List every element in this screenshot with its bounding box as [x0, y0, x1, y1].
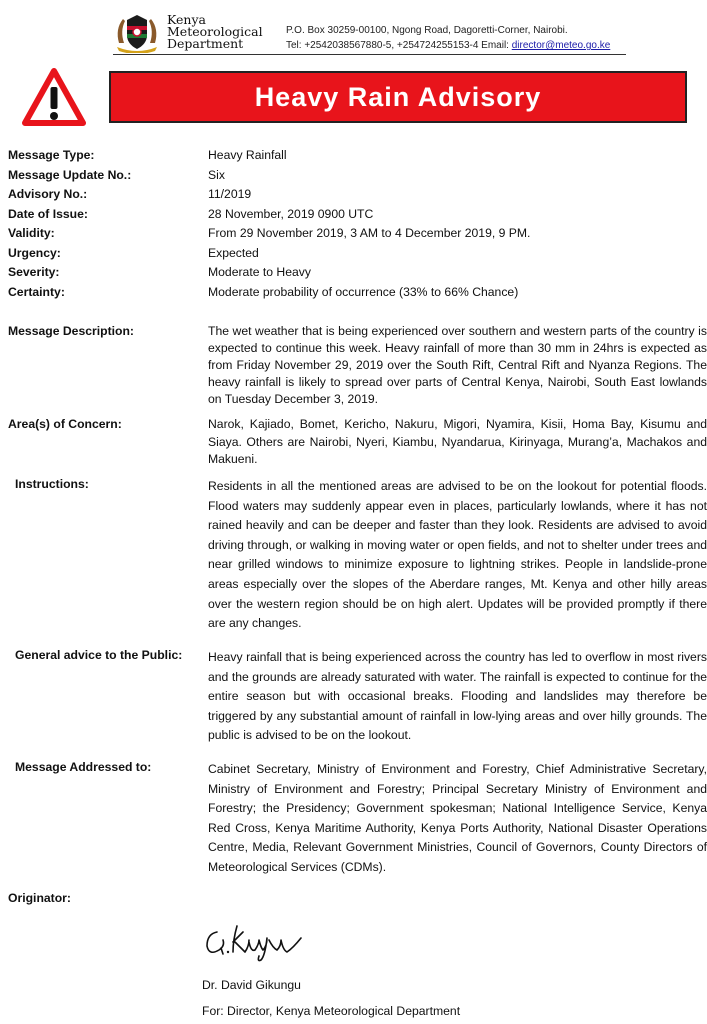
- field-value-date-of-issue: 28 November, 2019 0900 UTC: [208, 207, 374, 221]
- advisory-banner: Heavy Rain Advisory: [109, 71, 687, 123]
- field-value-message-type: Heavy Rainfall: [208, 148, 287, 162]
- section-text-addressed-to: Cabinet Secretary, Ministry of Environment and Forestry, Chief Administrative Secretary, Ministry of Environment and Forestry; Principal Secretary Ministry of Environment and Forestry; the Presidency; Government spokesman; National Intelligence Service, Kenya Red Cross, Kenya Maritime Authority, Kenya Ports Authority, National Disaster Operations Centre, Media, Relevant Government Ministries, Council of Governors, County Directors of Meteorological Services (CDMs).: [208, 762, 707, 874]
- field-label-date-of-issue: Date of Issue:: [8, 207, 88, 221]
- field-label-validity: Validity:: [8, 226, 55, 240]
- org-name: Kenya Meteorological Department: [167, 12, 263, 51]
- field-label-update-no: Message Update No.:: [8, 168, 132, 182]
- coat-of-arms-icon: [111, 11, 163, 53]
- section-label-description: Message Description:: [8, 324, 134, 338]
- field-value-advisory-no: 11/2019: [208, 187, 252, 201]
- field-value-certainty: Moderate probability of occurrence (33% to 66% Chance): [208, 285, 519, 299]
- field-value-validity: From 29 November 2019, 3 AM to 4 December 2019, 9 PM.: [208, 226, 531, 240]
- section-text-description: The wet weather that is being experienced over southern and western parts of the country is expected to continue this week. Heavy rainfall of more than 30 mm in 24hrs is expected as from Friday November 29, 2019 over the South Rift, Central Rift and Nyanza Regions. The heavy rainfall is likely to spread over parts of Central Kenya, Nairobi, South East lowlands on Tuesday December 3, 2019.: [208, 324, 707, 406]
- field-value-severity: Moderate to Heavy: [208, 265, 311, 279]
- section-label-general-advice: General advice to the Public:: [15, 648, 183, 662]
- originator-name: Dr. David Gikungu: [202, 978, 301, 992]
- field-label-message-type: Message Type:: [8, 148, 95, 162]
- field-label-advisory-no: Advisory No.:: [8, 187, 88, 201]
- signature: [203, 920, 311, 964]
- field-value-update-no: Six: [208, 168, 225, 182]
- field-value-urgency: Expected: [208, 246, 259, 260]
- warning-triangle-icon: [22, 68, 86, 126]
- section-text-instructions: Residents in all the mentioned areas are advised to be on the lookout for potential floods. Flood waters may suddenly appear even in places, particularly lowlands, where it has not rained heavily and can be deeper and faster than they look. Residents are advised to avoid driving through, or walking in moving water or open fields, and not to shelter under trees and near grilled windows to minimize exposure to lightning strikes. People in landslide-prone areas especially over the slopes of the Aberdare ranges, Mt. Kenya and other hilly areas over the western region should be on high alert. Updates will be provided promptly if there are any changes.: [208, 479, 707, 631]
- section-text-general-advice: Heavy rainfall that is being experienced across the country has led to overflow in most rivers and the grounds are already saturated with water. The rainfall is expected to continue for the entire season but with occasional breaks. Flooding and landslides may therefore be triggered by any substantial amount of rainfall in low-lying areas and over hilly grounds. The public is advised to be on the lookout.: [208, 650, 707, 743]
- field-label-urgency: Urgency:: [8, 246, 61, 260]
- originator-label: Originator:: [8, 891, 71, 905]
- address-block: [286, 23, 610, 53]
- postal-address: P.O. Box 30259-00100, Ngong Road, Dagoretti-Corner, Nairobi.: [286, 25, 568, 36]
- field-label-severity: Severity:: [8, 265, 60, 279]
- field-label-certainty: Certainty:: [8, 285, 65, 299]
- section-label-addressed-to: Message Addressed to:: [15, 760, 152, 774]
- header-divider: [113, 54, 626, 55]
- email-link[interactable]: director@meteo.go.ke: [511, 40, 611, 51]
- contact-line: Tel: +2542038567880-5, +254724255153-4 Email: director@meteo.go.ke: [286, 40, 611, 51]
- section-text-areas: Narok, Kajiado, Bomet, Kericho, Nakuru, Migori, Nyamira, Kisii, Homa Bay, Kisumu and Siaya. Others are Nairobi, Nyeri, Kiambu, Nyandarua, Kirinyaga, Murang’a, Machakos and Makueni.: [208, 417, 707, 466]
- section-label-instructions: Instructions:: [15, 477, 89, 491]
- section-label-areas: Area(s) of Concern:: [8, 417, 122, 431]
- originator-title: For: Director, Kenya Meteorological Department: [202, 1004, 461, 1018]
